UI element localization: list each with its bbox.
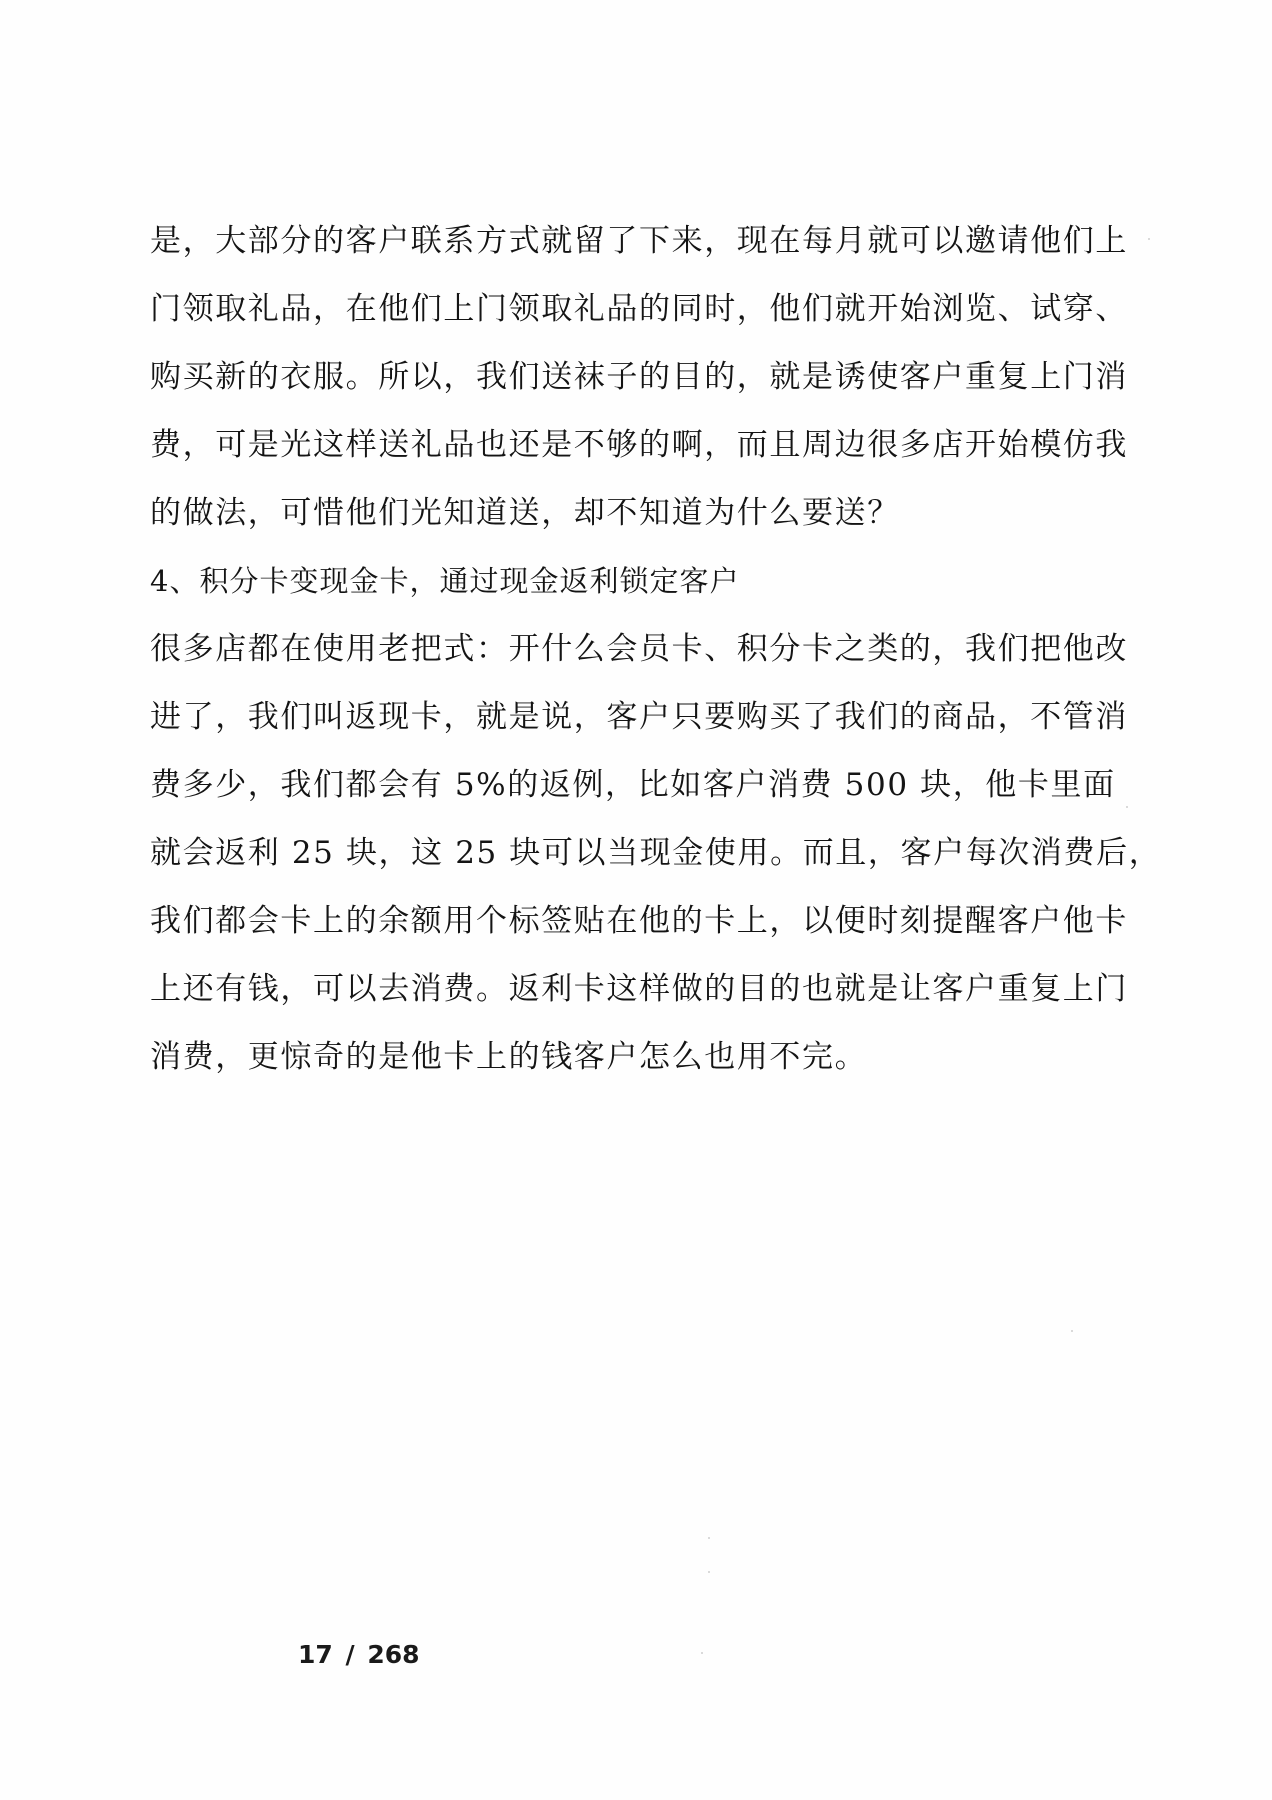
text-line: 上还有钱，可以去消费。返利卡这样做的目的也就是让客户重复上门 [150,971,1128,1007]
scan-speck [1148,238,1150,240]
text-line: 进了，我们叫返现卡，就是说，客户只要购买了我们的商品，不管消 [150,699,1128,735]
text-line: 购买新的衣服。所以，我们送袜子的目的，就是诱使客户重复上门消 [150,359,1128,395]
text-line: 的做法，可惜他们光知道送，却不知道为什么要送？ [150,495,900,531]
text-line: 消费，更惊奇的是他卡上的钱客户怎么也用不完。 [150,1039,868,1075]
text-line: 很多店都在使用老把式：开什么会员卡、积分卡之类的，我们把他改 [150,631,1128,667]
text-line: 我们都会卡上的余额用个标签贴在他的卡上，以便时刻提醒客户他卡 [150,903,1128,939]
text-line: 是，大部分的客户联系方式就留了下来，现在每月就可以邀请他们上 [150,223,1128,259]
scan-speck [708,1571,710,1573]
scan-speck [1071,1330,1073,1332]
text-line: 费多少，我们都会有 5%的返例，比如客户消费 500 块，他卡里面 [150,767,1116,803]
text-line: 门领取礼品，在他们上门领取礼品的同时，他们就开始浏览、试穿、 [150,291,1128,327]
page-number: 17 / 268 [298,1640,420,1669]
scan-speck [1126,806,1128,808]
scan-speck [701,1652,703,1654]
section-heading: 4、积分卡变现金卡，通过现金返利锁定客户 [150,564,740,598]
scan-speck [708,1537,710,1539]
text-line: 费，可是光这样送礼品也还是不够的啊，而且周边很多店开始模仿我 [150,427,1128,463]
text-line: 就会返利 25 块，这 25 块可以当现金使用。而且，客户每次消费后， [150,835,1162,871]
